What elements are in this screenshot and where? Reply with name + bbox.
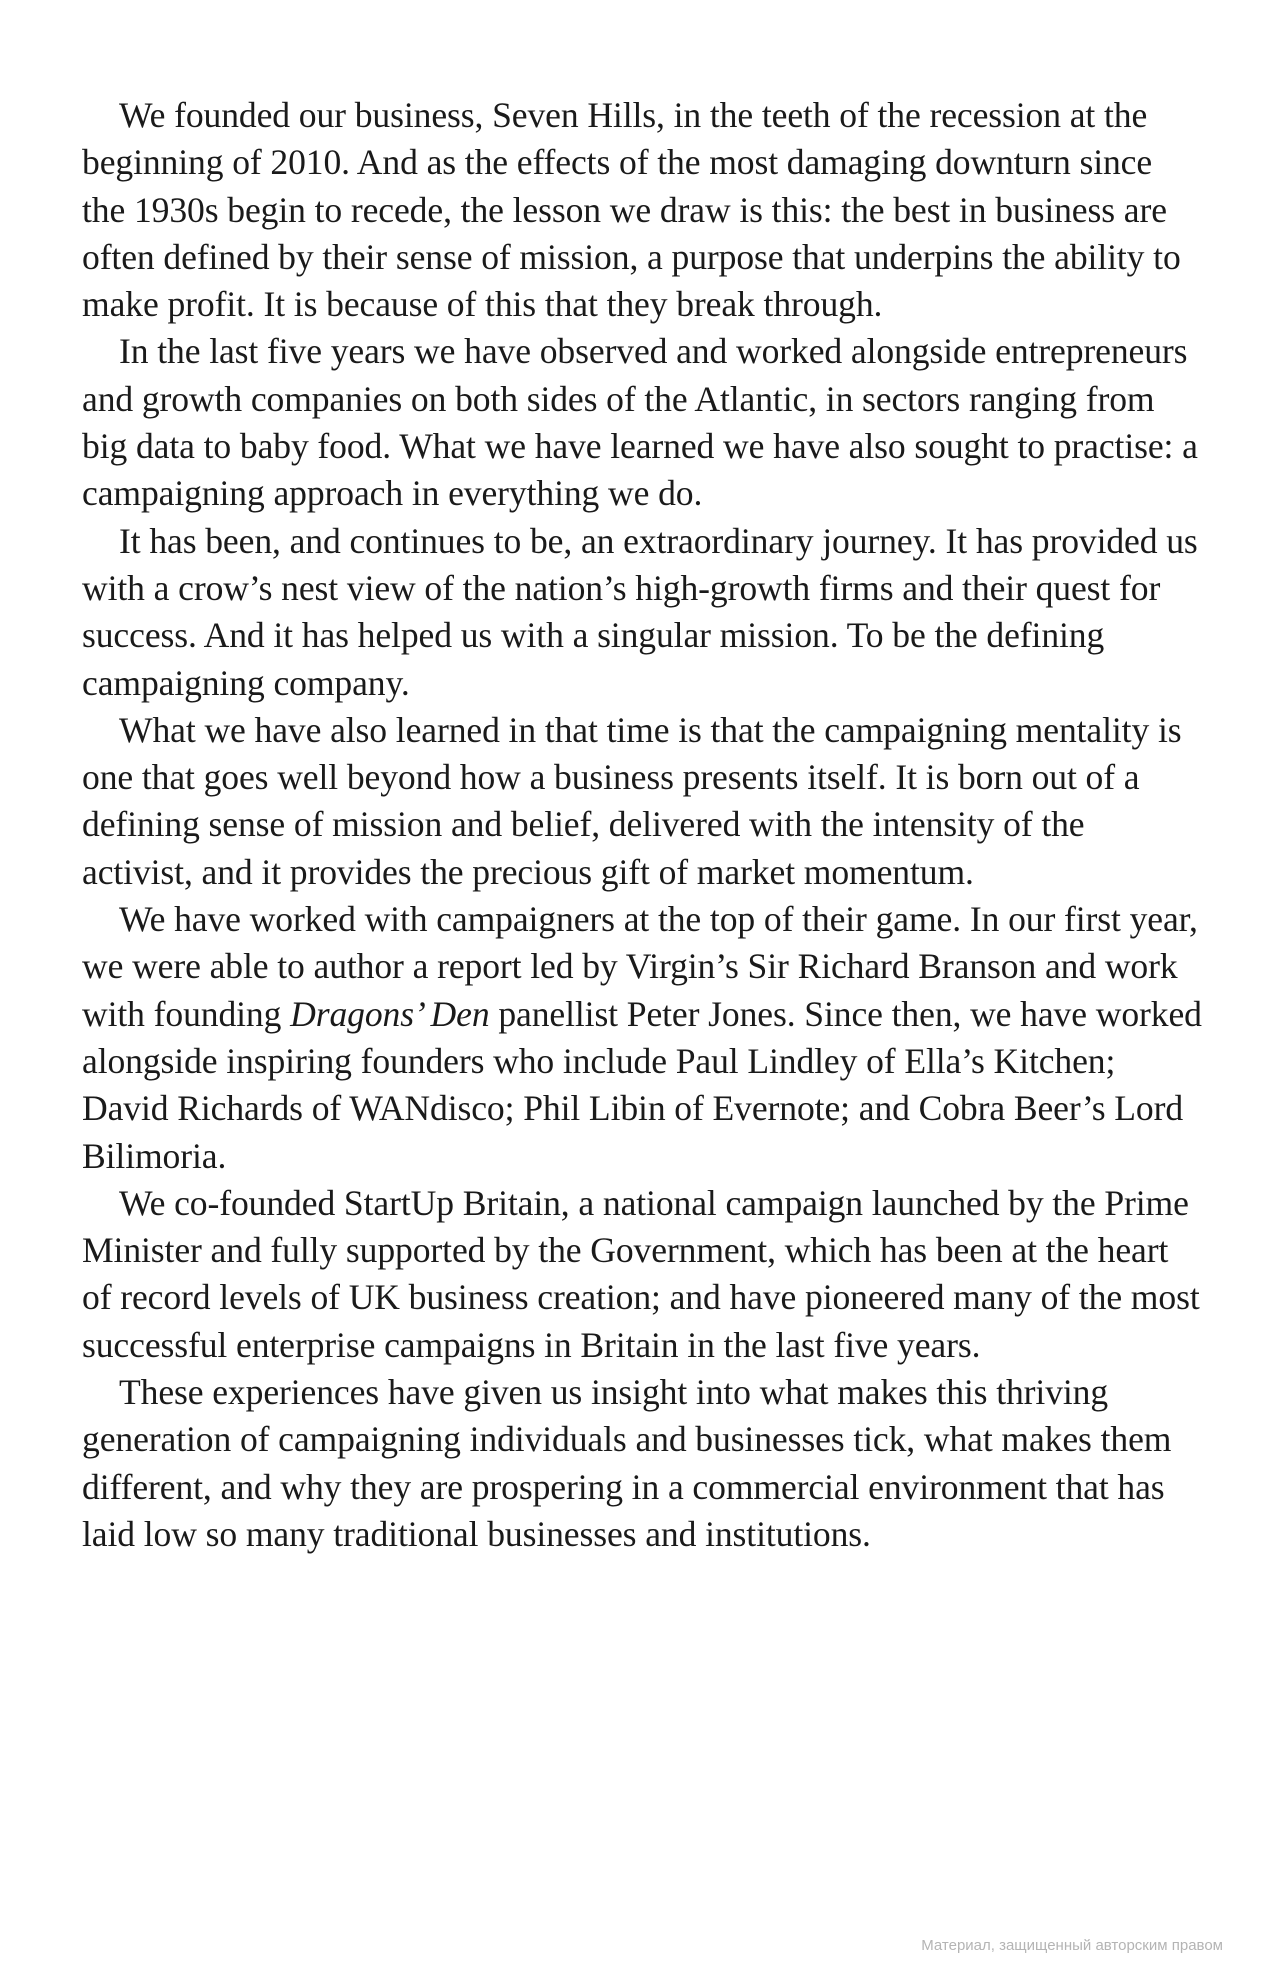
paragraph-4: What we have also learned in that time is that the campaigning mentality is one that goes well beyond how a business presents itself. It is born out of a defining sense of mission and belief, delivered with the intensity of the activist, and it provides the precious gift of market momentum.: [82, 709, 1182, 892]
paragraph-3: It has been, and continues to be, an extraordinary journey. It has provided us with a crow’s nest view of the nation’s high-growth firms and their quest for success. And it has helped us with a singular mission. To be the defining campaigning company.: [82, 520, 1198, 703]
paragraph-5-text-before: We have worked with campaigners at the top of their game. In our first year, we were able to author a report led by Virgin’s Sir Richard Branson and work with founding: [82, 899, 1198, 1034]
dragons-den-title: Dragons’ Den: [290, 993, 490, 1034]
book-body-text: [82, 92, 1202, 1558]
paragraph-1: We founded our business, Seven Hills, in the teeth of the recession at the beginning of 2010. And as the effects of the most damaging downturn since the 1930s begin to recede, the lesson we draw is this: the best in business are often defined by their sense of mission, a purpose that underpins the ability to make profit. It is because of this that they break through.: [82, 95, 1181, 325]
paragraph-6: We co-founded StartUp Britain, a national campaign launched by the Prime Minister and fully supported by the Government, which has been at the heart of record levels of UK business creation; and have pioneered many of the most successful enterprise campaigns in Britain in the last five years.: [82, 1182, 1200, 1365]
copyright-watermark: Материал, защищенный авторским правом: [921, 1937, 1223, 1954]
paragraph-5-text-after: panellist Peter Jones. Since then, we have worked alongside inspiring founders who include Paul Lindley of Ella’s Kitchen; David Richards of WANdisco; Phil Libin of Evernote; and Cobra Beer’s Lord Bilimoria.: [82, 993, 1202, 1176]
paragraph-5: [82, 896, 1202, 1180]
paragraph-2: In the last five years we have observed and worked alongside entrepreneurs and growth companies on both sides of the Atlantic, in sectors ranging from big data to baby food. What we have learned we have also sought to practise: a campaigning approach in everything we do.: [82, 331, 1198, 514]
paragraph-7: These experiences have given us insight into what makes this thriving generation of campaigning individuals and businesses tick, what makes them different, and why they are prospering in a commercial environment that has laid low so many traditional businesses and institutions.: [82, 1372, 1172, 1554]
